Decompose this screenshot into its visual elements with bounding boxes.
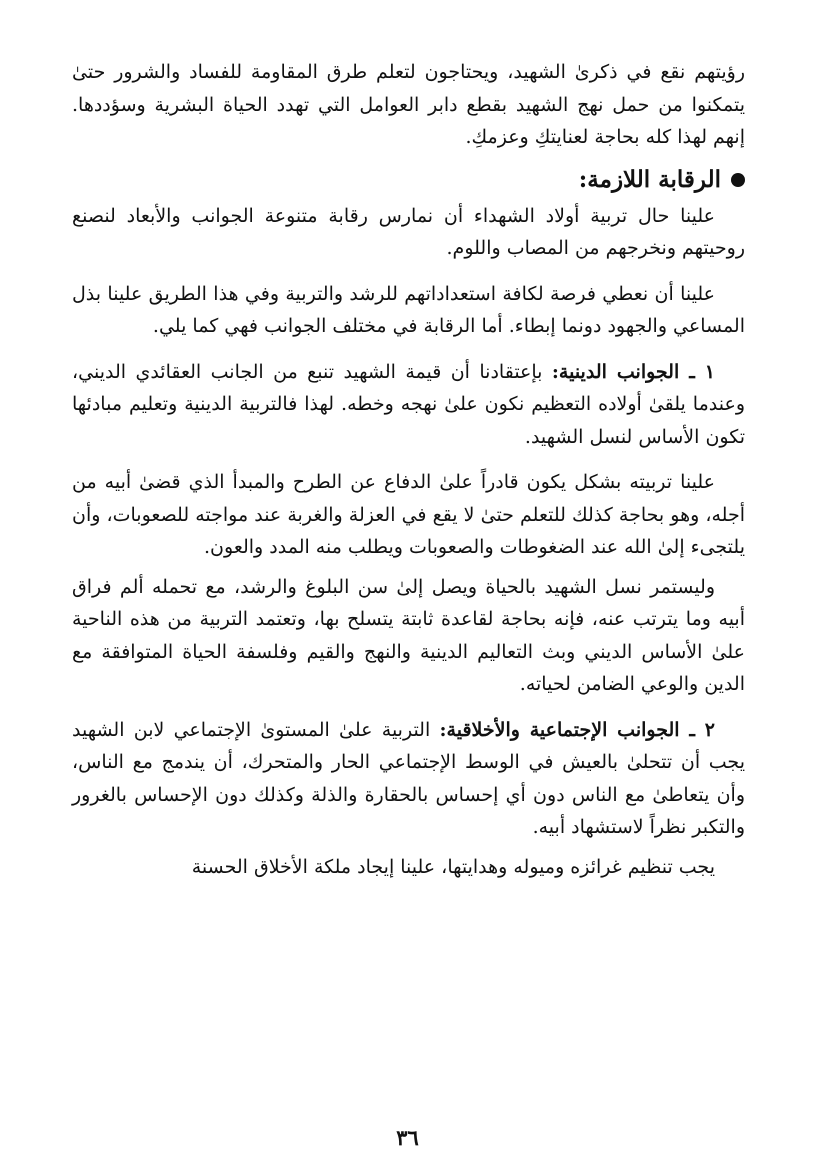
paragraph-religious-aspects [72, 356, 745, 454]
subsection-text-religious: بإعتقادنا أن قيمة الشهيد تنبع من الجانب العقائدي الديني، وعندما يلقىٰ أولاده التعظيم نكون علىٰ نهجه وخطه. لهذا فالتربية الدينية وتعليم مبادئها تكون الأساس لنسل الشهيد. [72, 360, 745, 448]
bullet-icon [731, 173, 745, 187]
paragraph-intro: رؤيتهم نقع في ذكرىٰ الشهيد، ويحتاجون لتعلم طرق المقاومة للفساد والشرور حتىٰ يتمكنوا من حمل نهج الشهيد بقطع دابر العوامل التي تهدد الحياة البشرية وسؤددها. إنهم لهذا كله بحاجة لعنايتكِ وعزمكِ. [72, 61, 745, 148]
subsection-title-social: ٢ ـ الجوانب الإجتماعية والأخلاقية: [439, 718, 715, 741]
paragraph-upbringing: علينا تربيته بشكل يكون قادراً علىٰ الدفاع عن الطرح والمبدأ الذي قضىٰ أبيه من أجله، وهو بحاجة كذلك للتعلم حتىٰ لا يقع في العزلة والغربة عند مواجته للصعوبات، وأن يلتجىء إلىٰ الله عند الضغوطات والصعوبات ويطلب منه المدد والعون. [72, 471, 745, 558]
subsection-text-social: التربية علىٰ المستوىٰ الإجتماعي لابن الشهيد يجب أن تتحلىٰ بالعيش في الوسط الإجتماعي الحار والمتحرك، أن يندمج مع الناس، وأن يتعاطىٰ مع الناس دون أي إحساس بالحقارة والذلة وكذلك دون الإحساس بالغرور والتكبر نظراً لاستشهاد أبيه. [72, 718, 745, 838]
subsection-title-religious: ١ ـ الجوانب الدينية: [551, 360, 716, 383]
paragraph-continuity: وليستمر نسل الشهيد بالحياة ويصل إلىٰ سن البلوغ والرشد، مع تحمله ألم فراق أبيه وما يترتب عنه، فإنه بحاجة لقاعدة ثابتة يتسلح بها، وتعتمد التربية من هذه الناحية علىٰ الأساس الديني وبث التعاليم الدينية والنهج والقيم وفلسفة الحياة المتوافقة مع الدين والوعي الضامن لحياته. [72, 575, 745, 695]
section-heading [72, 160, 745, 200]
paragraph-social-aspects [72, 714, 745, 844]
paragraph-supervision: علينا حال تربية أولاد الشهداء أن نمارس رقابة متنوعة الجوانب والأبعاد لنصنع روحيتهم ونخرجهم من المصاب واللوم. [72, 204, 745, 259]
paragraph-opportunity: علينا أن نعطي فرصة لكافة استعداداتهم للرشد والتربية وفي هذا الطريق علينا بذل المساعي والجهود دونما إبطاء. أما الرقابة في مختلف الجوانب فهي كما يلي. [72, 282, 745, 337]
section-heading-text: الرقابة اللازمة: [578, 165, 721, 193]
page-number: ٣٦ [396, 1125, 419, 1150]
paragraph-instincts: يجب تنظيم غرائزه وميوله وهدايتها، علينا إيجاد ملكة الأخلاق الحسنة [191, 855, 715, 878]
